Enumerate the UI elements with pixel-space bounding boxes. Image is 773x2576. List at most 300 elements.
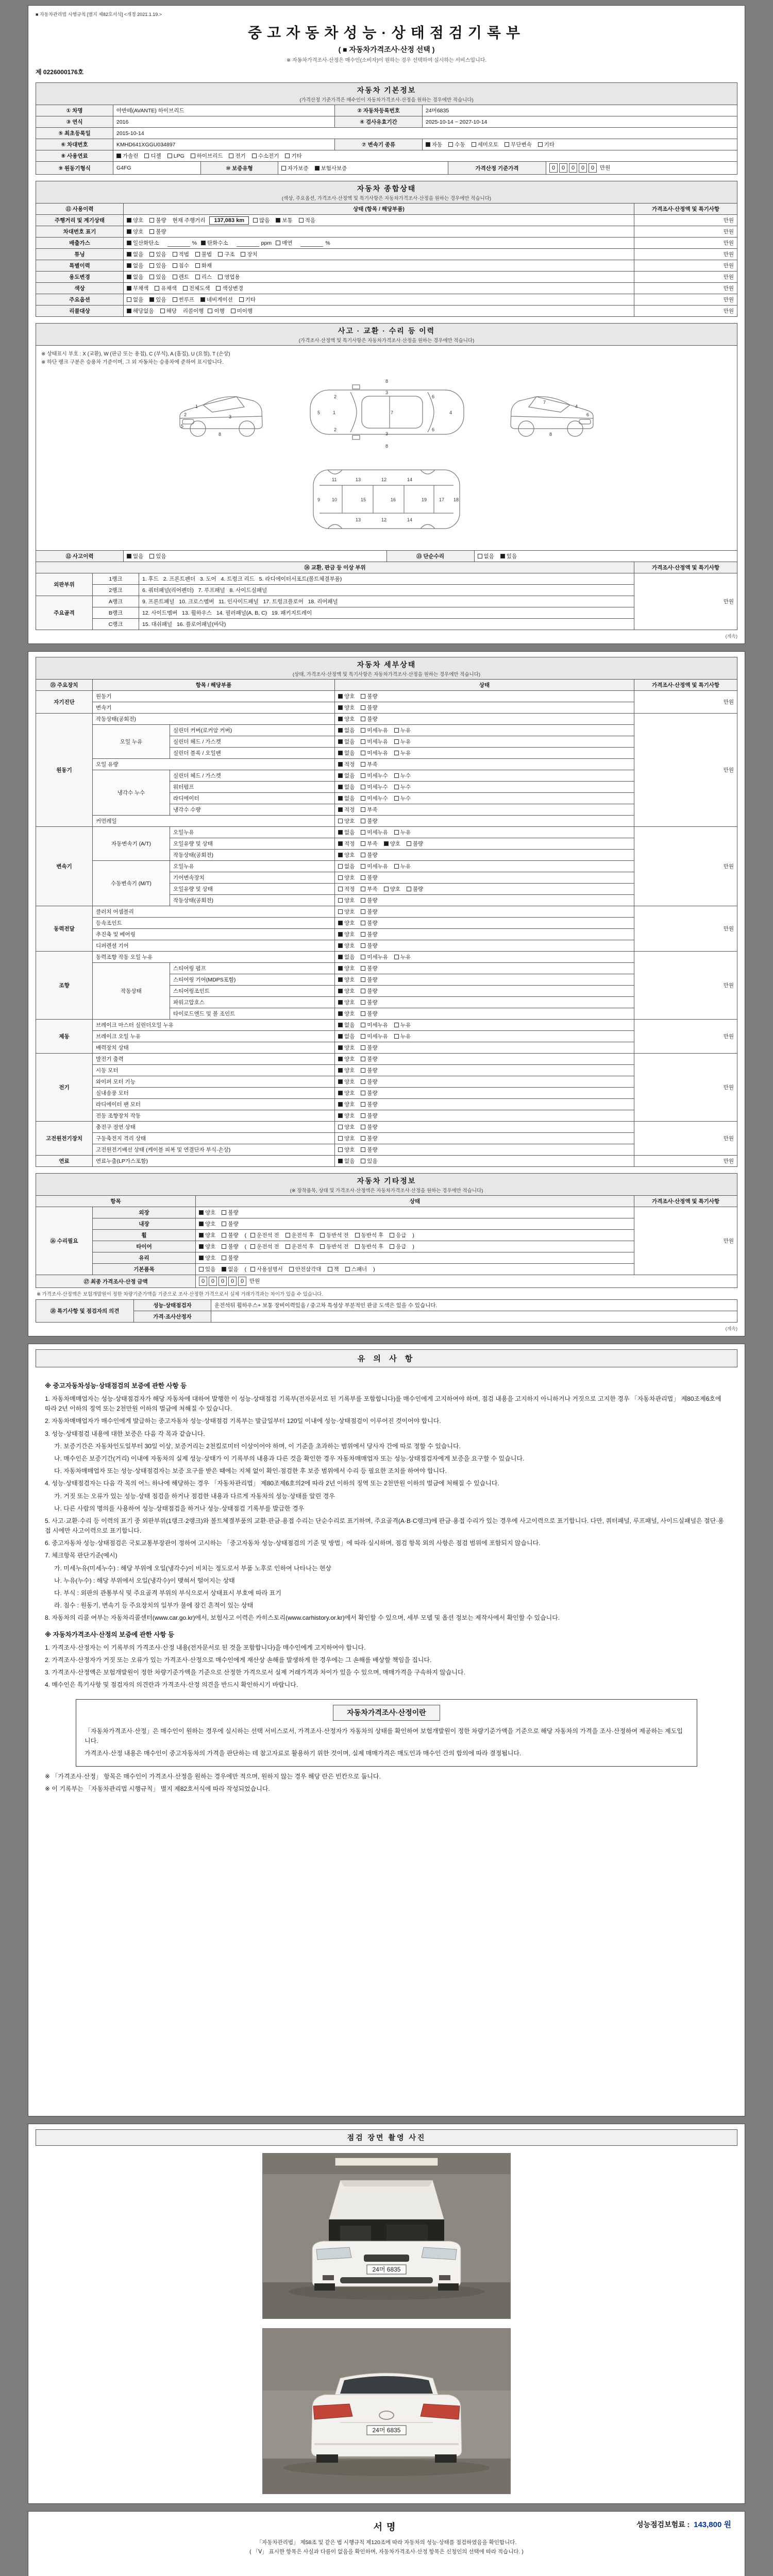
checkbox-option: [127, 239, 159, 247]
detail-row: [36, 1122, 737, 1133]
option-label: 부족: [367, 761, 378, 768]
checkbox-option: [285, 152, 301, 160]
usage-item-state: [124, 238, 634, 249]
device-item-label: 오일유량 및 상태: [170, 884, 335, 895]
usage-item-state: [124, 283, 634, 294]
reg-no-label: ② 자동차등록번호: [335, 105, 423, 116]
misc-item-state: [196, 1264, 634, 1275]
option-label: 있음: [156, 251, 166, 258]
detail-row: [36, 929, 737, 940]
checkbox-option: [361, 930, 377, 938]
base-price-label: 가격산정 기준가격: [448, 162, 546, 175]
checkbox-option: [361, 749, 388, 757]
option-label: 있음: [156, 553, 166, 560]
checkbox-icon: [338, 989, 343, 993]
notice-foot-notes: [45, 1772, 728, 1794]
rank-table: [36, 562, 737, 630]
svg-text:8: 8: [385, 379, 389, 384]
checkbox-option: [361, 715, 377, 723]
checkbox-icon: [361, 1136, 365, 1141]
checkbox-icon: [222, 1244, 226, 1249]
checkbox-icon: [149, 218, 154, 223]
checkbox-icon: [407, 887, 411, 891]
option-label: 불량: [367, 1079, 378, 1085]
option-label: 미세누수: [367, 784, 388, 790]
checkbox-icon: [222, 1233, 226, 1238]
device-item-state: [335, 1020, 634, 1031]
state-code-legend: ※ 상태표시 부호 : X (교환), W (판금 또는 용접), C (부식), A (흠집), U (요철), T (손상): [41, 351, 230, 357]
option-label: 양호: [344, 875, 355, 881]
checkbox-icon: [127, 218, 131, 223]
checkbox-icon: [361, 898, 365, 903]
checkbox-option: [338, 896, 355, 904]
summary-title: 자동차 종합상태: [357, 184, 416, 193]
option-label: 없음: [344, 1158, 355, 1164]
option-label: 불량: [156, 229, 166, 235]
checkbox-icon: [361, 785, 365, 789]
checkbox-icon: [361, 1011, 365, 1016]
checkbox-option: [338, 987, 355, 995]
checkbox-icon: [478, 554, 482, 558]
checkbox-option: [183, 284, 210, 292]
detail-col-device: ⑮ 주요장치: [36, 680, 93, 691]
detail-row: [36, 1144, 737, 1156]
notice-item: 3. 성능·상태점검 내용에 대한 보증은 다음 각 목과 같습니다.: [45, 1430, 205, 1437]
detail-row: [36, 952, 737, 963]
device-item-label: 충전구 절연 상태: [93, 1122, 335, 1133]
checkbox-option: [390, 1243, 406, 1250]
checkbox-option: [173, 273, 189, 281]
checkbox-icon: [338, 1147, 343, 1152]
usage-item-label: 특별이력: [36, 260, 124, 272]
option-label: 양호: [205, 1210, 216, 1216]
svg-text:2: 2: [334, 394, 337, 399]
device-group-label: 고전원전기장치: [36, 1122, 93, 1156]
detail-table: [36, 679, 737, 1167]
svg-text:13: 13: [356, 477, 361, 482]
checkbox-icon: [338, 694, 343, 699]
misc-item-state: [196, 1230, 634, 1241]
price-digit-box: 0: [589, 163, 597, 173]
checkbox-option: [229, 152, 245, 160]
checkbox-option: [338, 715, 355, 723]
device-item-label: 동력조향 작동 오일 누유: [93, 952, 335, 963]
misc-section: [36, 1173, 737, 1323]
price-digit-box: 0: [219, 1277, 227, 1286]
checkbox-icon: [338, 762, 343, 767]
checkbox-icon: [361, 1057, 365, 1061]
checkbox-icon: [173, 263, 177, 268]
summary-section: [36, 181, 737, 317]
checkbox-icon: [149, 275, 154, 279]
checkbox-icon: [394, 785, 399, 789]
option-label: 자동: [432, 142, 443, 148]
checkbox-icon: [361, 762, 365, 767]
detail-row: [36, 1031, 737, 1042]
checkbox-icon: [355, 1233, 360, 1238]
option-label: 기타: [291, 153, 302, 159]
device-item-state: [335, 838, 634, 850]
price-digit-box: 0: [549, 163, 558, 173]
detail-row: [36, 827, 737, 838]
option-label: 불량: [367, 1113, 378, 1119]
svg-text:5: 5: [181, 423, 184, 429]
option-label: 응급: [396, 1244, 407, 1250]
device-subgroup-label: 냉각수 누수: [93, 770, 170, 816]
notice-item: 가. 보증기간은 자동차인도일부터 30일 이상, 보증거리는 2천킬로미터 이상이어야 하며, 이 기준을 초과하는 범위에서 당사자 간에 따로 정할 수 있습니다.: [54, 1442, 461, 1450]
checkbox-option: [338, 726, 355, 734]
checkbox-icon: [127, 309, 131, 313]
price-cell: 만원: [634, 294, 737, 306]
checkbox-icon: [241, 252, 245, 257]
device-item-state: [335, 1042, 634, 1054]
checkbox-icon: [384, 887, 389, 891]
option-label: 양호: [344, 1124, 355, 1130]
option-label: 없음: [344, 954, 355, 960]
checkbox-option: [338, 794, 355, 802]
option-text: ppm: [261, 240, 272, 246]
checkbox-icon: [361, 1079, 365, 1084]
inspection-value: 2025-10-14 ~ 2027-10-14: [423, 116, 737, 128]
document-number: 제 0226000176호: [36, 69, 84, 76]
checkbox-icon: [338, 977, 343, 982]
option-label: 불량: [367, 897, 378, 904]
rankC-label: C랭크: [93, 619, 139, 630]
final-price-unit: 만원: [249, 1278, 260, 1284]
option-label: 없음: [483, 553, 494, 560]
option-label: 양호: [205, 1221, 216, 1227]
notice-item: 4. 매수인은 특기사항 및 점검자의 의견란과 가격조사·산정 의견을 반드시 확인하시기 바랍니다.: [45, 1681, 298, 1689]
option-label: 불량: [367, 716, 378, 722]
price-cell: 만원: [634, 1207, 737, 1275]
checkbox-option: [127, 284, 148, 292]
photo-front-car-hood-open: [263, 2154, 510, 2318]
option-label: 양호: [344, 965, 355, 972]
accident-history-label: ⑫ 사고이력: [36, 551, 124, 562]
checkbox-icon: [160, 309, 165, 313]
checkbox-option: [361, 704, 377, 711]
option-label: 디젤: [150, 153, 161, 159]
option-label: 미세누유: [367, 829, 388, 836]
option-label: 불량: [228, 1232, 239, 1239]
checkbox-icon: [338, 751, 343, 755]
option-label: 미세누유: [367, 954, 388, 960]
checkbox-icon: [361, 1091, 365, 1095]
checkbox-option: [361, 976, 377, 984]
option-text: ): [412, 1244, 414, 1250]
option-label: 이행: [214, 308, 225, 314]
notice-item: 6. 중고자동차 성능·상태점검은 국토교통부장관이 정하여 고시하는 「중고자동차 성능·상태점검의 기준 및 방법」에 따라 실시하며, 점검 항목 외의 사항은 점검 범위에 포함되지 않습니다.: [45, 1539, 541, 1547]
vin-value: KMHD641XGGU034897: [113, 139, 335, 150]
option-label: 없음: [344, 727, 355, 734]
option-label: 사용설명서: [257, 1266, 283, 1273]
device-subgroup-label: 작동상태: [93, 963, 170, 1020]
checkbox-icon: [394, 864, 399, 869]
checkbox-icon: [338, 705, 343, 710]
device-item-state: [335, 736, 634, 748]
checkbox-icon: [149, 229, 154, 234]
option-label: 운전석 전: [257, 1232, 279, 1239]
checkbox-icon: [338, 1159, 343, 1163]
device-item-label: 라디에이터 팬 모터: [93, 1099, 335, 1110]
accident-diagram-box: [36, 346, 737, 551]
checkbox-icon: [361, 875, 365, 880]
option-label: 적정: [344, 761, 355, 768]
checkbox-icon: [338, 1091, 343, 1095]
checkbox-option: [361, 726, 388, 734]
option-label: 부족: [367, 886, 378, 892]
notice-item: 4. 성능·상태점검자는 다음 각 목의 어느 하나에 해당하는 경우 「자동차관리법」 제80조제6호의2에 따라 2년 이하의 징역 또는 2천만원 이하의 벌금에 처해질 수 있습니다.: [45, 1480, 499, 1487]
notice-item: 5. 사고·교환·수리 등 이력의 표기 중 외판부위(1랭크·2랭크)와 볼트체결부품의 교환·판금·용접 수리는 단순수리로 표기하며, 주요골격(A·B·C랭크)에 판금·용접 수리가 있는 경우에 사고이력으로 표기합니다. 다만, 쿼터패널, 루프패널, 사이드실패널은 절단·용접 시에만 사고이력으로 표기합니다.: [45, 1517, 724, 1535]
device-item-state: [335, 906, 634, 918]
rank2-label: 2랭크: [93, 585, 139, 596]
checkbox-option: [200, 296, 233, 303]
checkbox-option: [149, 262, 166, 269]
panel-notice: [28, 1344, 745, 2116]
checkbox-icon: [361, 853, 365, 857]
option-label: 양호: [344, 897, 355, 904]
option-label: 누유: [400, 863, 411, 870]
device-item-state: [335, 974, 634, 986]
notice-item: 다. 자동차매매업자 또는 성능·상태점검자는 보증 요구를 받은 때에는 지체 없이 확인·점검한 후 보증 범위에서 수리 등 필요한 조치를 하여야 합니다.: [54, 1467, 447, 1475]
repair-needed-group-label: ⑯ 수리필요: [36, 1207, 93, 1275]
misc-item-label: 유리: [93, 1252, 196, 1264]
checkbox-icon: [222, 1267, 226, 1272]
misc-item-label: 내장: [93, 1218, 196, 1230]
device-item-label: 브레이크 오일 누유: [93, 1031, 335, 1042]
option-label: 누유: [400, 739, 411, 745]
detail-col-price: 가격조사·산정액 및 특기사항: [634, 680, 737, 691]
checkbox-icon: [276, 218, 280, 223]
checkbox-option: [173, 296, 194, 303]
checkbox-option: [361, 874, 377, 882]
engine-value: G4FG: [113, 162, 201, 175]
option-label: 없음: [344, 773, 355, 779]
fee-value: 143,800 원: [694, 2520, 731, 2529]
detail-row: [36, 816, 737, 827]
inspector-role-label: 성능·상태점검자: [134, 1300, 211, 1311]
checkbox-option: [394, 1021, 411, 1029]
checkbox-option: [338, 851, 355, 859]
device-group-label: 원동기: [36, 714, 93, 827]
notice-item: 가. 미세누유(미세누수) : 해당 부위에 오일(냉각수)이 비치는 정도로서 부품 노후로 인하여 나타나는 현상: [54, 1564, 331, 1572]
option-label: 침수: [178, 263, 189, 269]
device-item-state: [335, 861, 634, 872]
option-label: 양호: [344, 977, 355, 983]
usage-item-label: 튜닝: [36, 249, 124, 260]
checkbox-option: [361, 1100, 377, 1108]
option-label: 자가보증: [288, 165, 309, 172]
checkbox-icon: [149, 252, 154, 257]
option-text: (: [244, 1244, 247, 1250]
checkbox-option: [361, 953, 388, 961]
inspector-opinion-text: 운전석뒤 휠하우스+ 보통 장비이력있음 / 중고차 특성상 부분적인 판금 도색은 있을 수 있습니다.: [211, 1300, 737, 1311]
checkbox-option: [320, 1243, 349, 1250]
checkbox-icon: [285, 1233, 290, 1238]
option-label: 불량: [367, 705, 378, 711]
checkbox-option: [338, 953, 355, 961]
misc-table: [36, 1195, 737, 1275]
checkbox-icon: [338, 796, 343, 801]
option-label: 불량: [367, 943, 378, 949]
checkbox-option: [276, 239, 292, 247]
checkbox-icon: [285, 154, 290, 158]
accident-title: 사고 · 교환 · 수리 등 이력: [338, 327, 435, 335]
svg-text:1: 1: [333, 410, 336, 415]
usage-item-state: [124, 294, 634, 306]
option-label: 적정: [344, 807, 355, 813]
checkbox-icon: [361, 705, 365, 710]
device-item-state: [335, 1076, 634, 1088]
checkbox-option: [355, 1231, 384, 1239]
checkbox-icon: [167, 154, 172, 158]
checkbox-option: [338, 1157, 355, 1165]
option-label: 양호: [344, 999, 355, 1006]
checkbox-option: [127, 216, 143, 224]
option-label: 불량: [367, 852, 378, 858]
option-label: 누수: [400, 784, 411, 790]
option-text: 리콜이행: [182, 308, 204, 314]
checkbox-option: [361, 760, 377, 768]
checkbox-icon: [394, 728, 399, 733]
option-label: 장치: [247, 251, 258, 258]
detail-row: [36, 725, 737, 736]
checkbox-icon: [361, 943, 365, 948]
misc-col-price: 가격조사·산정액 및 특기사항: [634, 1196, 737, 1207]
accident-note: (가격조사·산정액 및 특기사항은 자동차가격조사·산정을 원하는 경우에만 적습니다): [298, 338, 475, 344]
option-label: 불량: [228, 1221, 239, 1227]
device-item-state: [335, 702, 634, 714]
option-label: 있음: [506, 553, 517, 560]
notice-item: 7. 체크항목 판단기준(예시): [45, 1552, 117, 1560]
checkbox-icon: [338, 875, 343, 880]
checkbox-icon: [289, 1267, 294, 1272]
checkbox-option: [338, 964, 355, 972]
accident-history-table: [36, 550, 737, 562]
signature-legal-line-1: 「자동차관리법」 제58조 및 같은 법 시행규칙 제120조에 따라 자동차의 성능·상태를 점검하였음을 확인합니다.: [256, 2539, 517, 2546]
option-label: 양호: [344, 705, 355, 711]
detail-row: [36, 1042, 737, 1054]
option-label: 응급: [396, 1232, 407, 1239]
misc-title: 자동차 기타정보: [357, 1177, 416, 1185]
checkbox-icon: [361, 773, 365, 778]
checkbox-option: [394, 749, 411, 757]
checkbox-icon: [361, 717, 365, 721]
checkbox-icon: [285, 1244, 290, 1249]
device-group-label: 제동: [36, 1020, 93, 1054]
detail-row: [36, 1099, 737, 1110]
price-cell: 만원: [634, 249, 737, 260]
option-label: 적정: [344, 841, 355, 847]
device-item-state: [335, 827, 634, 838]
device-item-state: [335, 952, 634, 963]
checkbox-icon: [361, 989, 365, 993]
option-label: 스패너: [351, 1266, 367, 1273]
misc-item-state: [196, 1207, 634, 1218]
detail-row: [36, 1054, 737, 1065]
detail-row: [36, 714, 737, 725]
checkbox-icon: [361, 1102, 365, 1107]
checkbox-option: [127, 552, 143, 560]
device-item-state: [335, 804, 634, 816]
option-label: 있음: [205, 1266, 216, 1273]
car-diagram-rear-icon: [498, 371, 606, 453]
checkbox-icon: [361, 830, 365, 835]
checkbox-option: [390, 1231, 406, 1239]
summary-row: [36, 238, 737, 249]
device-item-state: [335, 884, 634, 895]
final-price-table: [36, 1275, 737, 1288]
checkbox-option: [201, 239, 228, 247]
checkbox-icon: [394, 830, 399, 835]
checkbox-option: [338, 874, 355, 882]
option-label: 미세누수: [367, 773, 388, 779]
price-cell: 만원: [634, 827, 737, 906]
checkbox-option: [222, 1254, 238, 1262]
checkbox-icon: [338, 830, 343, 835]
photos-title: 점검 장면 촬영 사진: [36, 2129, 737, 2146]
checkbox-option: [338, 749, 355, 757]
option-label: 불법: [201, 251, 212, 258]
checkbox-option: [384, 885, 400, 893]
option-label: 적음: [305, 217, 315, 224]
device-item-state: [335, 1088, 634, 1099]
price-digit-box: 0: [559, 163, 567, 173]
option-label: 불량: [367, 999, 378, 1006]
misc-item-state: [196, 1252, 634, 1264]
svg-text:8: 8: [385, 444, 389, 449]
checkbox-icon: [361, 1159, 365, 1163]
checkbox-option: [394, 726, 411, 734]
checkbox-icon: [155, 286, 159, 291]
checkbox-option: [127, 273, 143, 281]
device-item-label: 작동상태(공회전): [170, 850, 335, 861]
device-item-label: 변속기: [93, 702, 335, 714]
checkbox-icon: [149, 554, 154, 558]
checkbox-option: [448, 141, 465, 148]
checkbox-option: [361, 1157, 377, 1165]
checkbox-icon: [338, 966, 343, 971]
option-label: 없음: [228, 1266, 239, 1273]
reg-no-value: 24머6835: [423, 105, 737, 116]
misc-row: [36, 1218, 737, 1230]
first-reg-value: 2015-10-14: [113, 128, 737, 139]
checkbox-icon: [338, 1079, 343, 1084]
summary-row: [36, 283, 737, 294]
option-label: 누수: [400, 795, 411, 802]
misc-row: [36, 1252, 737, 1264]
opinion-title: ⑱ 특기사항 및 점검자의 의견: [36, 1300, 134, 1323]
option-label: 불량: [367, 1101, 378, 1108]
detail-row: [36, 963, 737, 974]
option-label: 없음: [344, 795, 355, 802]
checkbox-icon: [127, 229, 131, 234]
option-label: 유채색: [161, 285, 177, 292]
blank-field: [167, 241, 190, 247]
checkbox-icon: [338, 1136, 343, 1141]
svg-text:11: 11: [332, 477, 337, 482]
detail-col-state: 상태: [335, 680, 634, 691]
checkbox-icon: [199, 1244, 204, 1249]
device-group-label: 변속기: [36, 827, 93, 906]
device-item-label: 스티어링조인트: [170, 986, 335, 997]
checkbox-option: [116, 152, 138, 160]
svg-text:13: 13: [356, 517, 361, 522]
checkbox-option: [285, 1231, 314, 1239]
checkbox-option: [241, 250, 257, 258]
checkbox-icon: [361, 921, 365, 925]
device-item-state: [335, 1144, 634, 1156]
